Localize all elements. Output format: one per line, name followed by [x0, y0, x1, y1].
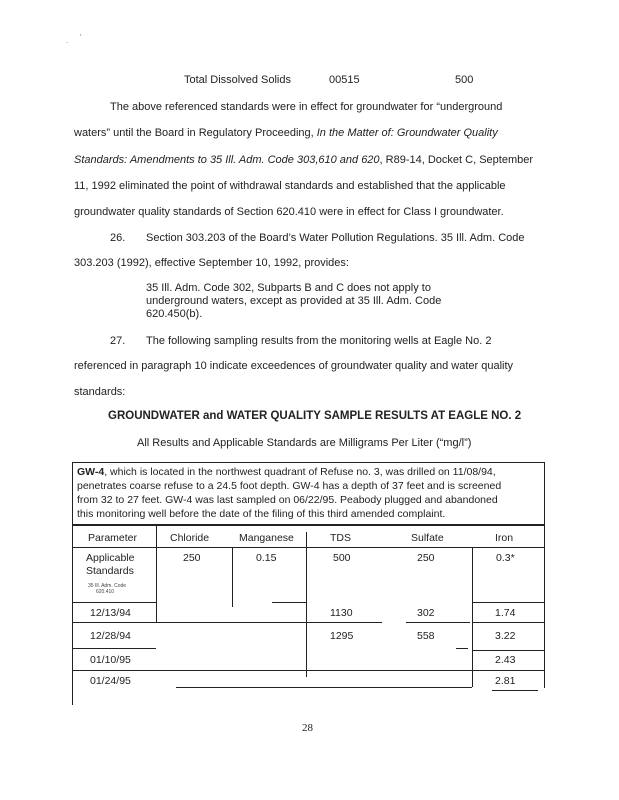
row-date: 01/24/95 [90, 675, 131, 687]
tds-parameter: Total Dissolved Solids [184, 74, 291, 86]
para25-line3: Standards: Amendments to 35 Ill. Adm. Code 303,610 and 620, R89-14, Docket C, September [74, 154, 534, 166]
tds-value: 500 [455, 74, 474, 86]
standard-tds: 500 [333, 552, 351, 564]
para26-line1: Section 303.203 of the Board’s Water Pollution Regulations. 35 Ill. Adm. Code [146, 232, 525, 244]
well-note-line1: GW-4, which is located in the northwest quadrant of Refuse no. 3, was drilled on 11/08/94, [77, 466, 496, 478]
col-header-sulfate: Sulfate [411, 532, 444, 544]
table-top-rule [72, 525, 545, 526]
standards-cite-1: 35 Ill. Adm. Code [88, 583, 127, 589]
para27-line1: The following sampling results from the monitoring wells at Eagle No. 2 [146, 335, 492, 347]
col-divider [232, 547, 233, 607]
table-subheading: All Results and Applicable Standards are Milligrams Per Liter (“mg/l”) [137, 437, 472, 449]
well-note-line4: this monitoring well before the date of the filing of this third amended complaint. [77, 508, 446, 520]
table-header-rule [72, 547, 545, 548]
row-rule [472, 670, 544, 671]
row-date: 01/10/95 [90, 654, 131, 666]
row-rule [72, 648, 156, 649]
col-divider [306, 532, 307, 677]
well-note-line2: penetrates coarse refuse to a 24.5 foot depth. GW-4 has a depth of 37 feet and is screened [77, 480, 502, 492]
row-rule [472, 602, 544, 603]
row-tds: 1130 [330, 607, 353, 619]
row-iron: 2.81 [495, 675, 516, 687]
row-date: 12/28/94 [90, 630, 131, 642]
col-divider [156, 525, 157, 622]
para25-line2: waters” until the Board in Regulatory Proceeding, In the Matter of: Groundwater Quality [74, 127, 498, 139]
row-rule [72, 670, 472, 671]
para25-line5: groundwater quality standards of Section 620.410 were in effect for Class I groundwater. [74, 206, 504, 218]
para26-quote2: underground waters, except as provided at 35 Ill. Adm. Code [146, 295, 442, 307]
row-rule [456, 648, 468, 649]
col-divider [472, 547, 473, 687]
standard-chloride: 250 [183, 552, 201, 564]
row-iron: 2.43 [495, 654, 516, 666]
row-rule [472, 622, 544, 623]
standard-manganese: 0.15 [256, 552, 277, 564]
row-sulfate: 302 [417, 607, 435, 619]
table-right-edge [544, 525, 545, 688]
para25-line1: The above referenced standards were in effect for groundwater for “underground [110, 101, 503, 113]
row-iron: 3.22 [495, 630, 516, 642]
col-header-parameter: Parameter [88, 532, 138, 544]
col-header-iron: Iron [495, 532, 514, 544]
col-header-manganese: Manganese [239, 532, 294, 544]
table-heading: GROUNDWATER and WATER QUALITY SAMPLE RESULTS AT EAGLE NO. 2 [108, 410, 522, 422]
standard-iron: 0.3* [496, 552, 515, 564]
row-sulfate: 558 [417, 630, 435, 642]
well-note-line3: from 32 to 27 feet. GW-4 was last sampled on 06/22/95. Peabody plugged and abandoned [77, 494, 498, 506]
row-rule [72, 602, 156, 603]
para27-number: 27. [110, 335, 126, 347]
row-rule [406, 622, 470, 623]
row-rule [492, 690, 538, 691]
col-header-chloride: Chloride [170, 532, 210, 544]
tds-code: 00515 [329, 74, 360, 86]
row-tds: 1295 [330, 630, 354, 642]
scan-mark: . [66, 36, 69, 45]
col-header-tds: TDS [330, 532, 351, 544]
standards-label-1: Applicable [86, 552, 135, 564]
para27-line2: referenced in paragraph 10 indicate exceedences of groundwater quality and water quality [74, 360, 514, 372]
row-iron: 1.74 [495, 607, 516, 619]
para27-line3: standards: [74, 386, 126, 398]
standards-label-2: Standards [86, 565, 134, 577]
row-rule [272, 602, 306, 603]
para26-quote1: 35 Ill. Adm. Code 302, Subparts B and C does not apply to [146, 282, 431, 294]
para26-number: 26. [110, 232, 126, 244]
row-rule [72, 622, 382, 623]
page-number: 28 [302, 722, 313, 734]
para26-line2: 303.203 (1992), effective September 10, 1992, provides: [74, 257, 349, 269]
para25-line4: 11, 1992 eliminated the point of withdrawal standards and established that the applicable [74, 180, 506, 192]
para26-quote3: 620.450(b). [146, 308, 203, 320]
scan-mark: ' [80, 33, 82, 42]
row-rule [472, 650, 544, 651]
standards-cite-2: 620.410 [96, 589, 115, 595]
row-date: 12/13/94 [90, 607, 131, 619]
standard-sulfate: 250 [417, 552, 435, 564]
table-left-edge [72, 525, 73, 705]
row-rule [176, 687, 472, 688]
